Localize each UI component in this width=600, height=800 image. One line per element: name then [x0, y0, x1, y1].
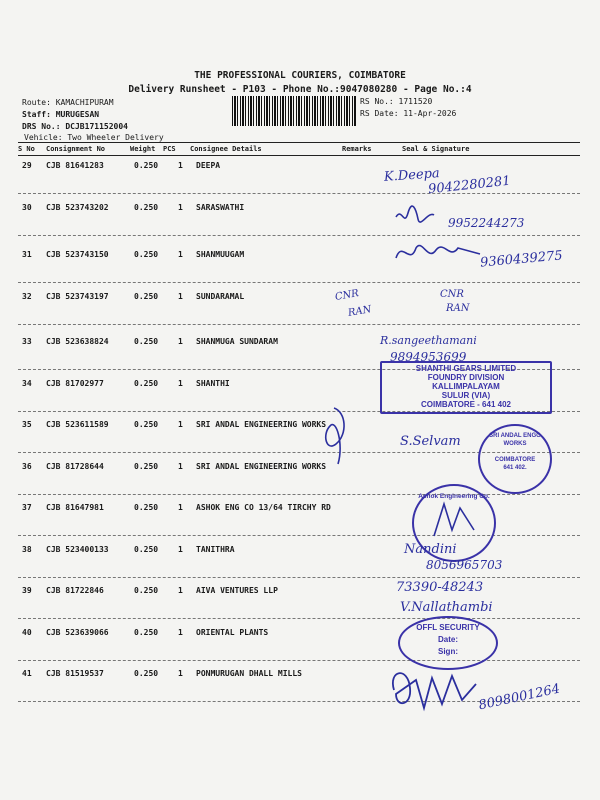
- col-sno: S No: [18, 145, 35, 153]
- row-consignee: SUNDARAMAL: [196, 291, 245, 301]
- hw-r39-phone: 73390-48243: [396, 580, 484, 595]
- hw-r33-phone: 9894953699: [390, 350, 467, 364]
- shanthi-gears-stamp: SHANTHI GEARS LIMITED FOUNDRY DIVISION KALLIMPALAYAM SULUR (VIA) COIMBATORE - 641 402: [380, 361, 552, 414]
- row-consignee: SHANMUUGAM: [196, 250, 245, 259]
- row-pcs: 1: [178, 250, 183, 259]
- hw-r38-name: Nandini: [404, 542, 457, 557]
- row-weight: 0.250: [134, 461, 159, 471]
- table-row: [0, 545, 600, 585]
- row-consignee: SRI ANDAL ENGINEERING WORKS: [196, 420, 327, 429]
- signature-r41: [386, 660, 482, 716]
- row-divider: [18, 494, 580, 495]
- row-pcs: 1: [178, 503, 183, 512]
- table-row: [0, 292, 600, 332]
- ashok-engineering-stamp: Ashok Engineering Co.: [412, 484, 496, 562]
- security-stamp: OFFL SECURITY Date: Sign:: [398, 616, 498, 670]
- row-consignee: ORIENTAL PLANTS: [196, 627, 269, 637]
- row-consignment: CJB 523743202: [46, 202, 109, 212]
- row-sno: 41: [22, 669, 32, 678]
- table-row: [0, 628, 600, 668]
- rs-no-value: 1711520: [398, 97, 433, 106]
- staff-value: MURUGESAN: [55, 110, 100, 119]
- row-consignee: ASHOK ENG CO 13/64 TIRCHY RD: [196, 503, 331, 512]
- row-consignee: AIVA VENTURES LLP: [196, 586, 278, 595]
- row-sno: 35: [22, 420, 32, 429]
- row-sno: 36: [22, 461, 32, 471]
- sri-andal-stamp: SRI ANDAL ENGG WORKS COIMBATORE 641 402.: [478, 424, 552, 494]
- row-weight: 0.250: [134, 544, 159, 554]
- row-weight: 0.250: [134, 669, 159, 678]
- row-consignment: CJB 81722846: [46, 586, 104, 595]
- row-pcs: 1: [178, 202, 183, 212]
- row-pcs: 1: [178, 378, 183, 388]
- row-sno: 34: [22, 378, 32, 388]
- row-pcs: 1: [178, 461, 183, 471]
- row-divider: [18, 660, 580, 661]
- rs-no-line: RS No.: 1711520: [360, 97, 433, 106]
- hw-r31-phone: 9360439275: [479, 248, 564, 271]
- row-sno: 29: [22, 161, 32, 170]
- row-divider: [18, 235, 580, 236]
- row-weight: 0.250: [134, 161, 159, 170]
- hw-r30-phone: 9952244273: [448, 216, 525, 230]
- row-weight: 0.250: [134, 420, 159, 429]
- col-consignee: Consignee Details: [190, 145, 262, 153]
- row-consignee: TANITHRA: [196, 544, 235, 554]
- barcode: [232, 96, 356, 126]
- row-pcs: 1: [178, 669, 183, 678]
- signature-r31: [392, 240, 484, 266]
- hw-r39-name: V.Nallathambi: [400, 600, 493, 615]
- col-consignment: Consignment No: [46, 145, 106, 153]
- route-line: Route: KAMACHIPURAM: [22, 98, 114, 107]
- row-consignment: CJB 81519537: [46, 669, 104, 678]
- header-rule-top: [18, 142, 580, 143]
- row-pcs: 1: [178, 337, 183, 346]
- rs-date-value: 11-Apr-2026: [403, 109, 457, 118]
- signature-r35: [316, 404, 352, 468]
- row-consignment: CJB 523743150: [46, 250, 109, 259]
- hw-r29-name: K.Deepa: [383, 166, 441, 185]
- row-weight: 0.250: [134, 503, 159, 512]
- row-pcs: 1: [178, 586, 183, 595]
- row-consignment: CJB 523638824: [46, 337, 109, 346]
- col-remarks: Remarks: [342, 145, 372, 153]
- row-divider: [18, 618, 580, 619]
- row-sno: 31: [22, 250, 32, 259]
- row-divider: [18, 577, 580, 578]
- row-weight: 0.250: [134, 291, 159, 301]
- row-weight: 0.250: [134, 378, 159, 388]
- row-weight: 0.250: [134, 337, 159, 346]
- table-row: [0, 503, 600, 543]
- vehicle-value: Two Wheeler Delivery: [67, 133, 164, 142]
- hw-r32-remark1b: RAN: [347, 304, 373, 319]
- row-consignment: CJB 81728644: [46, 461, 104, 471]
- row-consignee: SHANTHI: [196, 378, 230, 388]
- col-weight: Weight: [130, 145, 156, 153]
- row-pcs: 1: [178, 291, 183, 301]
- row-sno: 33: [22, 337, 32, 346]
- drs-value: DCJB171152004: [65, 122, 128, 131]
- row-sno: 30: [22, 202, 32, 212]
- row-sno: 38: [22, 544, 32, 554]
- route-value: KAMACHIPURAM: [55, 98, 114, 107]
- row-consignee: SHANMUGA SUNDARAM: [196, 337, 278, 346]
- hw-r38-phone: 8056965703: [426, 558, 503, 572]
- row-consignee: DEEPA: [196, 161, 221, 170]
- hw-r32-remark1: CNR: [334, 288, 360, 303]
- row-sno: 40: [22, 627, 32, 637]
- row-weight: 0.250: [134, 202, 159, 212]
- row-weight: 0.250: [134, 250, 159, 259]
- row-consignment: CJB 81641283: [46, 161, 104, 170]
- row-pcs: 1: [178, 627, 183, 637]
- row-weight: 0.250: [134, 627, 159, 637]
- row-consignment: CJB 523611589: [46, 420, 109, 429]
- drs-line: DRS No.: DCJB171152004: [22, 122, 128, 131]
- signature-r37: [430, 500, 478, 540]
- row-consignee: PONMURUGAN DHALL MILLS: [196, 669, 302, 678]
- signature-r30: [394, 205, 436, 229]
- row-sno: 39: [22, 586, 32, 595]
- hw-r32-remark2b: RAN: [446, 303, 470, 314]
- hw-r41-phone: 8098001264: [477, 681, 562, 714]
- row-consignment: CJB 523743197: [46, 291, 109, 301]
- runsheet-title: Delivery Runsheet - P103 - Phone No.:9047080280 - Page No.:4: [128, 84, 472, 95]
- hw-r32-remark2: CNR: [440, 289, 464, 300]
- row-consignment: CJB 523400133: [46, 544, 109, 554]
- row-consignee: SARASWATHI: [196, 202, 245, 212]
- hw-r33-name: R.sangeethamani: [380, 334, 477, 347]
- header-rule-bottom: [18, 155, 580, 156]
- row-sno: 32: [22, 291, 32, 301]
- hw-r29-phone: 9042280281: [427, 173, 512, 198]
- row-pcs: 1: [178, 544, 183, 554]
- company-title: THE PROFESSIONAL COURIERS, COIMBATORE: [194, 70, 406, 81]
- col-pcs: PCS: [163, 145, 176, 153]
- row-consignment: CJB 81647981: [46, 503, 104, 512]
- row-consignment: CJB 523639066: [46, 627, 109, 637]
- hw-r36-name: S.Selvam: [400, 434, 461, 449]
- row-divider: [18, 193, 580, 194]
- row-divider: [18, 282, 580, 283]
- col-seal: Seal & Signature: [402, 145, 470, 153]
- staff-line: Staff: MURUGESAN: [22, 110, 100, 119]
- vehicle-line: Vehicle: Two Wheeler Delivery: [24, 133, 164, 142]
- row-consignee: SRI ANDAL ENGINEERING WORKS: [196, 461, 327, 471]
- row-pcs: 1: [178, 161, 183, 170]
- row-divider: [18, 324, 580, 325]
- table-row: [0, 586, 600, 626]
- rs-date-line: RS Date: 11-Apr-2026: [360, 109, 457, 118]
- row-weight: 0.250: [134, 586, 159, 595]
- row-divider: [18, 535, 580, 536]
- row-pcs: 1: [178, 420, 183, 429]
- row-consignment: CJB 81702977: [46, 378, 104, 388]
- row-sno: 37: [22, 503, 32, 512]
